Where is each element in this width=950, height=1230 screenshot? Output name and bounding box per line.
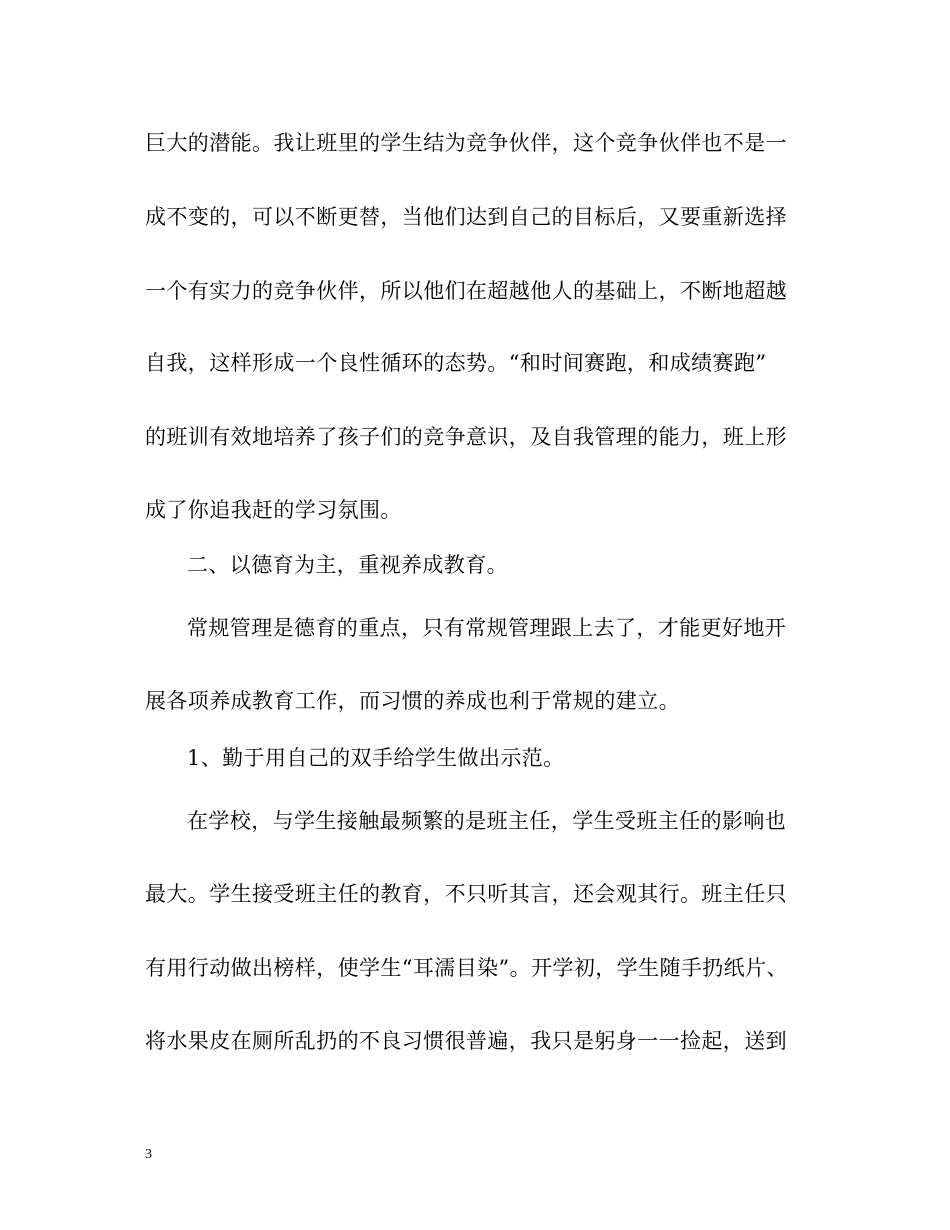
text-line: 自我，这样形成一个良性循环的态势。“和时间赛跑，和成绩赛跑” (145, 351, 767, 375)
text-line: 最大。学生接受班主任的教育，不只听其言，还会观其行。班主任只 (145, 882, 787, 906)
text-line: 成了你追我赶的学习氛围。 (145, 498, 402, 522)
text-line: 展各项养成教育工作，而习惯的养成也利于常规的建立。 (145, 689, 680, 713)
section-heading: 二、以德育为主，重视养成教育。 (187, 553, 508, 577)
text-line: 一个有实力的竞争伙伴，所以他们在超越他人的基础上，不断地超越 (145, 279, 787, 303)
paragraph-start-line: 常规管理是德育的重点，只有常规管理跟上去了，才能更好地开 (187, 616, 787, 640)
text-line: 成不变的，可以不断更替，当他们达到自己的目标后，又要重新选择 (145, 205, 787, 229)
text-line: 有用行动做出榜样，使学生“耳濡目染”。开学初，学生随手扔纸片、 (145, 956, 788, 980)
text-line: 将水果皮在厕所乱扔的不良习惯很普遍，我只是躬身一一捡起，送到 (145, 1029, 787, 1053)
paragraph-start-line: 在学校，与学生接触最频繁的是班主任，学生受班主任的影响也 (187, 809, 787, 833)
subsection-heading: 1、勤于用自己的双手给学生做出示范。 (187, 746, 565, 770)
text-line: 巨大的潜能。我让班里的学生结为竞争伙伴，这个竞争伙伴也不是一 (145, 131, 787, 155)
text-line: 的班训有效地培养了孩子们的竞争意识，及自我管理的能力，班上形 (145, 425, 787, 449)
page-number: 3 (145, 1147, 152, 1162)
